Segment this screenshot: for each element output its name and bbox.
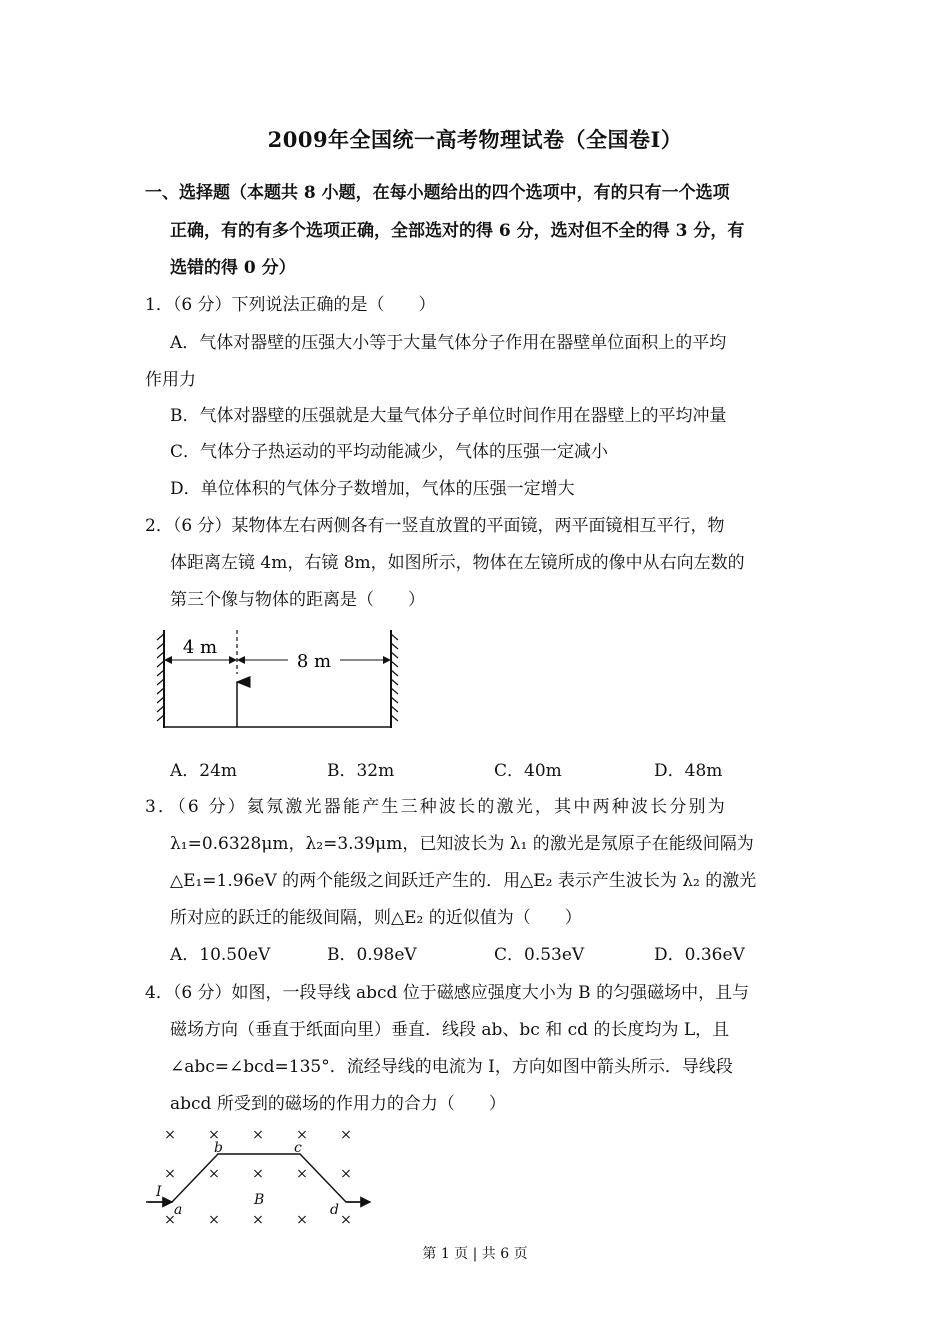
- question-3-option-b: B．0.98eV: [327, 945, 417, 965]
- question-1-option-d: D．单位体积的气体分子数增加，气体的压强一定增大: [170, 479, 575, 499]
- page-footer: 第 1 页 | 共 6 页: [422, 1246, 528, 1262]
- section-heading-line3: 选错的得 0 分）: [170, 258, 296, 278]
- field-cross: ×: [208, 1166, 220, 1182]
- question-4-line3: ∠abc=∠bcd=135°．流经导线的电流为 I，方向如图中箭头所示．导线段: [170, 1057, 733, 1077]
- question-3-option-a: A．10.50eV: [170, 945, 271, 965]
- question-3-option-c: C．0.53eV: [494, 945, 585, 965]
- page-title: 2009年全国统一高考物理试卷（全国卷Ⅰ）: [267, 127, 683, 152]
- field-cross: ×: [208, 1127, 220, 1143]
- question-3-line1: 3．（6 分）氦氖激光器能产生三种波长的激光，其中两种波长分别为: [145, 797, 727, 817]
- field-cross: ×: [164, 1166, 176, 1182]
- label-point-a: a: [174, 1202, 183, 1218]
- question-4-line2: 磁场方向（垂直于纸面向里）垂直．线段 ab、bc 和 cd 的长度均为 L，且: [170, 1020, 730, 1040]
- question-4-line1: 4．（6 分）如图，一段导线 abcd 位于磁感应强度大小为 B 的匀强磁场中，且与: [145, 983, 750, 1003]
- label-field-B: B: [254, 1192, 265, 1208]
- question-2-option-c: C．40m: [494, 761, 562, 781]
- field-cross: ×: [340, 1212, 352, 1228]
- question-1-stem: 1．（6 分）下列说法正确的是（ ）: [145, 295, 436, 315]
- question-2-line2: 体距离左镜 4m，右镜 8m，如图所示，物体在左镜所成的像中从右向左数的: [170, 553, 745, 573]
- left-mirror: [157, 630, 164, 728]
- field-cross: ×: [252, 1212, 264, 1228]
- section-heading-line2: 正确，有的有多个选项正确，全部选对的得 6 分，选对但不全的得 3 分，有: [170, 221, 745, 241]
- question-3-line3: △E₁=1.96eV 的两个能级之间跃迁产生的．用△E₂ 表示产生波长为 λ₂ 的激光: [170, 871, 757, 891]
- field-cross: ×: [252, 1127, 264, 1143]
- question-3-line2: λ₁=0.6328μm，λ₂=3.39μm，已知波长为 λ₁ 的激光是氖原子在能级间隔为: [170, 834, 754, 854]
- question-2-option-b: B．32m: [327, 761, 395, 781]
- field-cross: ×: [340, 1127, 352, 1143]
- question-3-option-d: D．0.36eV: [654, 945, 745, 965]
- field-cross: ×: [164, 1127, 176, 1143]
- question-1-option-a: A．气体对器壁的压强大小等于大量气体分子作用在器壁单位面积上的平均: [170, 333, 727, 353]
- question-3-line4: 所对应的跃迁的能级间隔，则△E₂ 的近似值为（ ）: [170, 908, 582, 928]
- question-1-option-b: B．气体对器壁的压强就是大量气体分子单位时间作用在器壁上的平均冲量: [170, 406, 727, 426]
- label-point-b: b: [214, 1140, 223, 1156]
- field-cross: ×: [296, 1212, 308, 1228]
- field-cross: ×: [340, 1166, 352, 1182]
- question-2-option-d: D．48m: [654, 761, 723, 781]
- question-2-line3: 第三个像与物体的距离是（ ）: [170, 590, 425, 610]
- field-cross: ×: [164, 1212, 176, 1228]
- question-2-option-a: A．24m: [170, 761, 238, 781]
- question-4-line4: abcd 所受到的磁场的作用力的合力（ ）: [170, 1094, 506, 1114]
- dimension-right-label: 8 m: [296, 651, 332, 672]
- section-heading-line1: 一、选择题（本题共 8 小题，在每小题给出的四个选项中，有的只有一个选项: [145, 183, 730, 203]
- dimension-left-label: 4 m: [182, 637, 218, 658]
- question-1-option-a-cont: 作用力: [145, 370, 196, 390]
- question-2-line1: 2．（6 分）某物体左右两侧各有一竖直放置的平面镜，两平面镜相互平行，物: [145, 516, 725, 536]
- label-point-c: c: [294, 1140, 302, 1156]
- wire-field-figure: [140, 1120, 380, 1230]
- right-mirror: [391, 630, 398, 728]
- field-cross: ×: [208, 1212, 220, 1228]
- mirror-figure: [145, 624, 415, 736]
- field-cross: ×: [252, 1166, 264, 1182]
- label-current: I: [156, 1184, 162, 1200]
- field-cross: ×: [296, 1127, 308, 1143]
- question-1-option-c: C．气体分子热运动的平均动能减少，气体的压强一定减小: [170, 442, 609, 462]
- field-cross: ×: [296, 1166, 308, 1182]
- label-point-d: d: [330, 1202, 339, 1218]
